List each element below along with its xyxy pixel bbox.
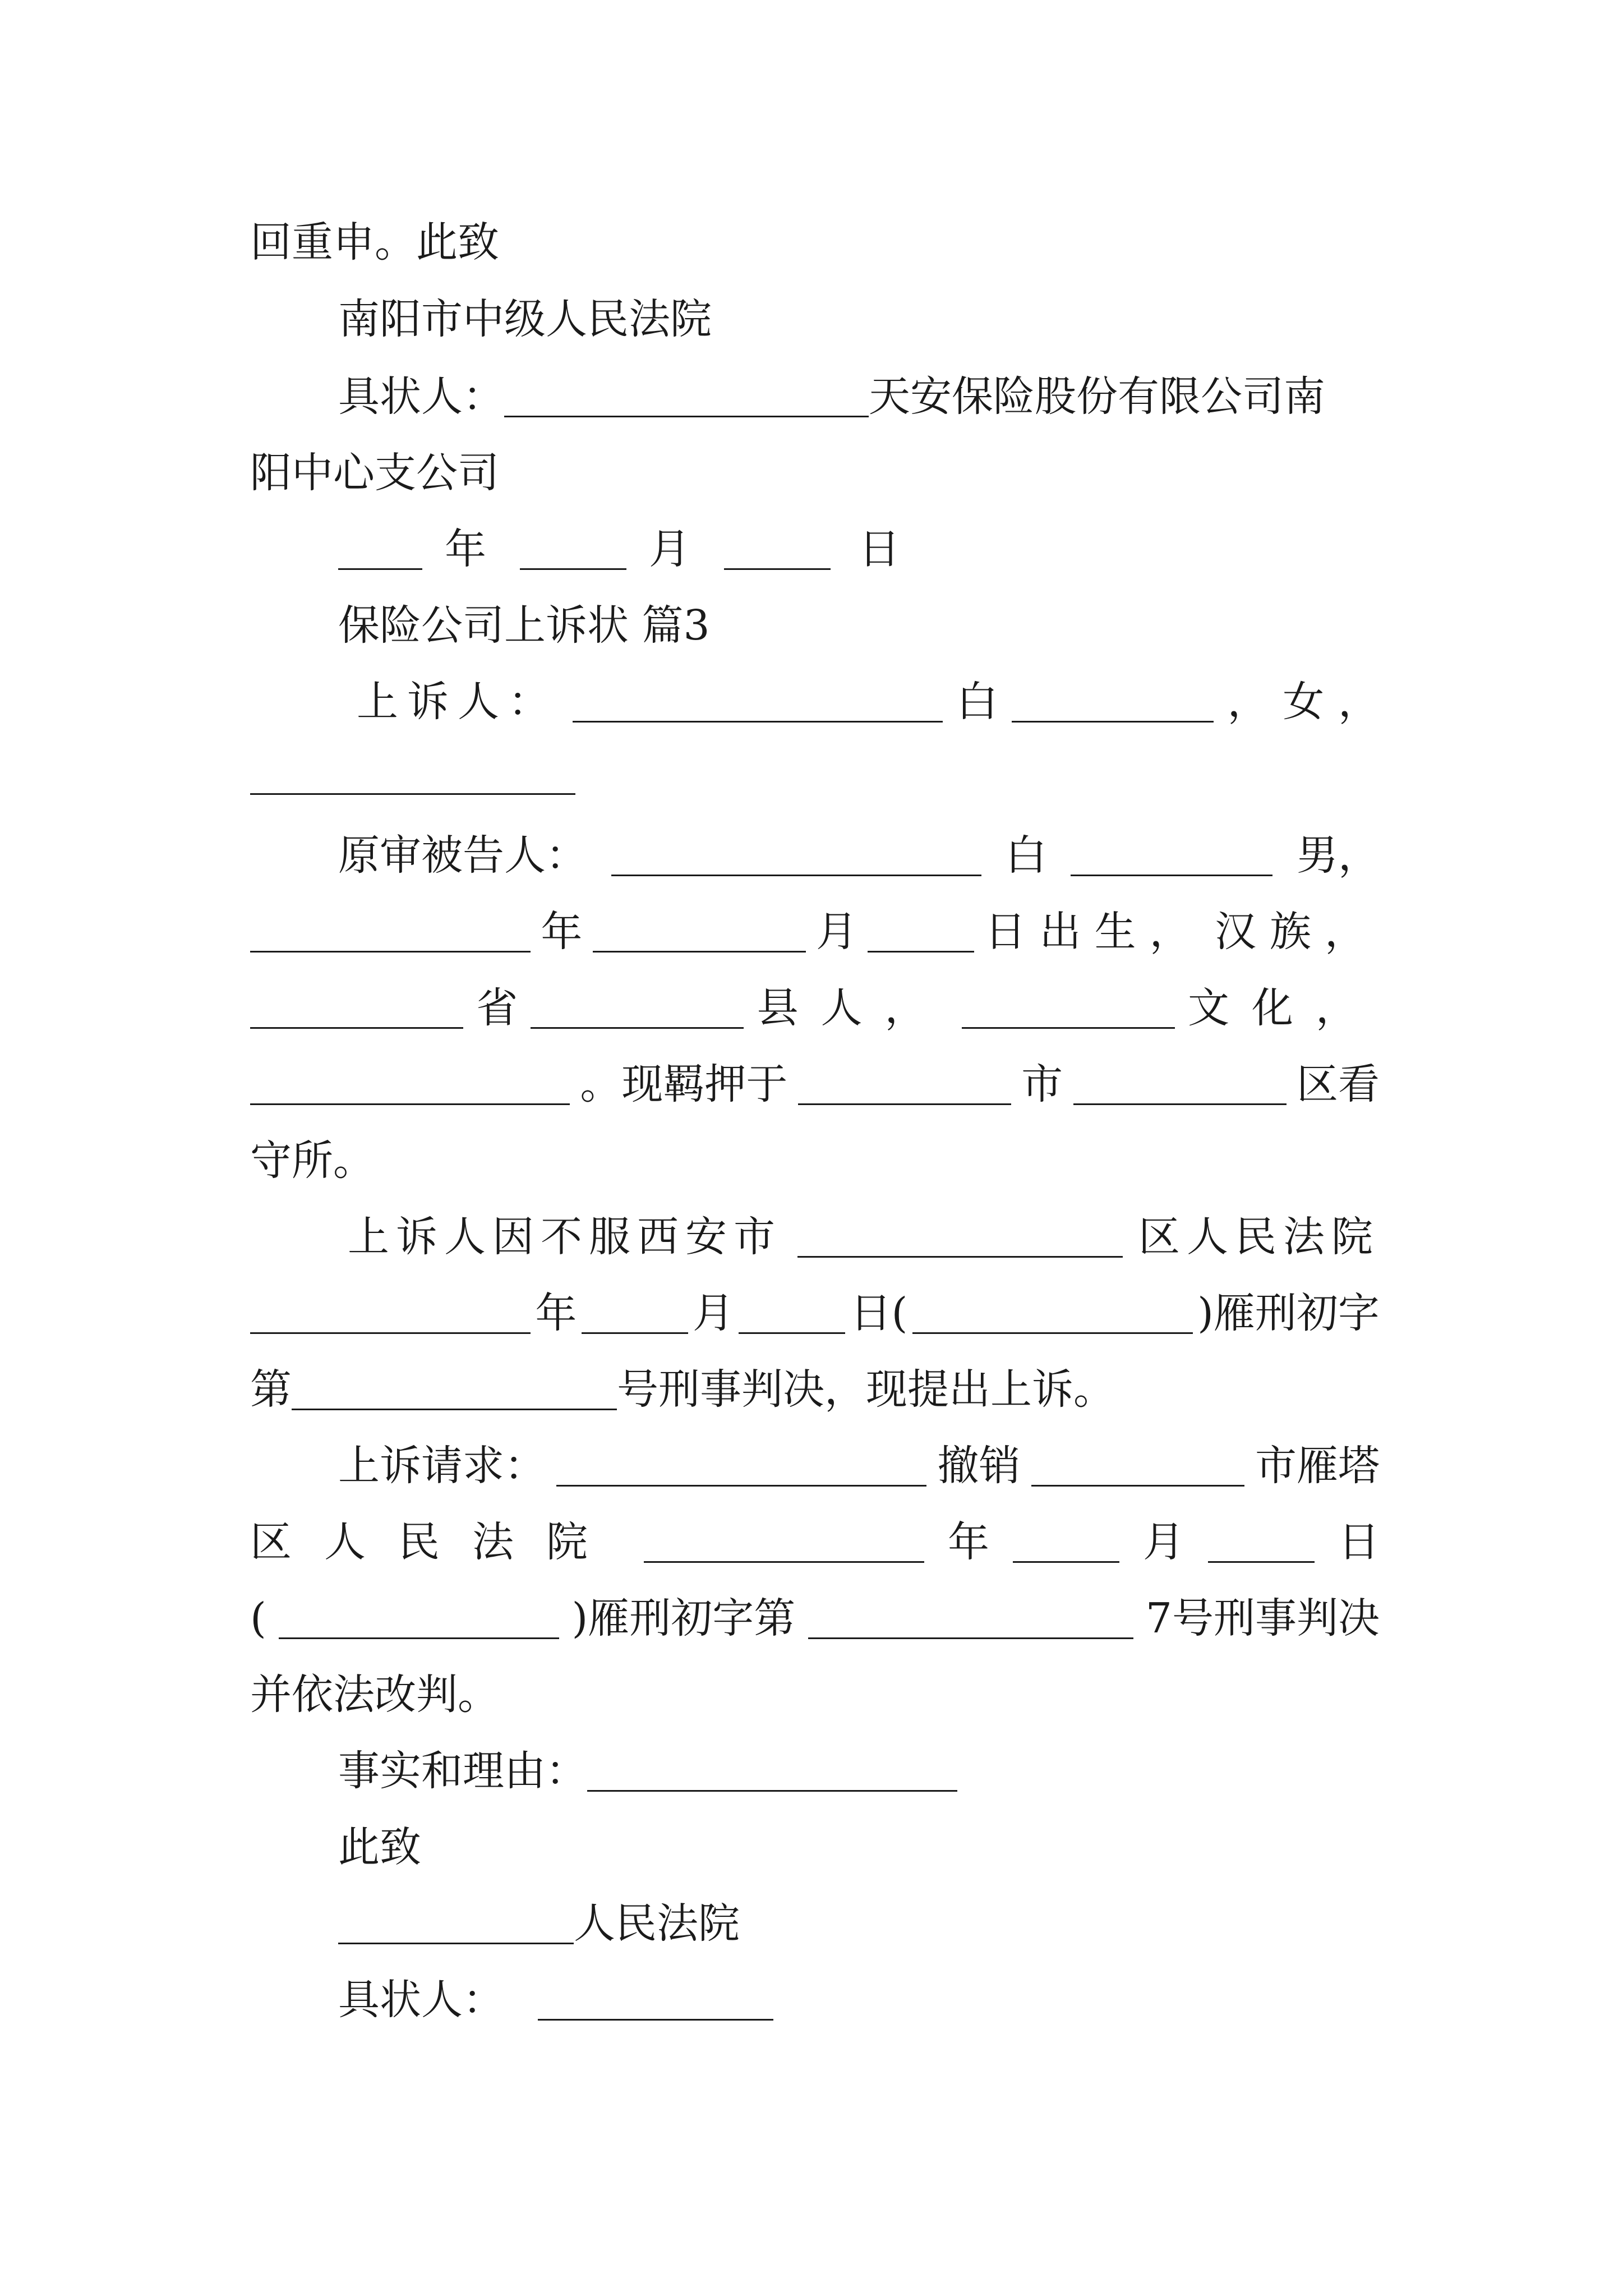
blank-line bbox=[1208, 1526, 1315, 1563]
blank-line bbox=[538, 1984, 773, 2021]
request-court-line: 区人民法院 年 月 日 bbox=[250, 1518, 1380, 1566]
signer-line-2: 具状人： bbox=[338, 1979, 773, 2021]
signer-company-cont: 阳中心支公司 bbox=[250, 449, 499, 497]
blank-line bbox=[868, 916, 974, 953]
blank-line bbox=[250, 1069, 570, 1105]
blank-line bbox=[250, 992, 463, 1029]
blank-line bbox=[644, 1526, 924, 1563]
blank-line bbox=[611, 840, 981, 876]
date-line: 年 月 日 bbox=[338, 528, 900, 570]
defendant-facility: 守所。 bbox=[250, 1137, 375, 1185]
blank-line bbox=[587, 1755, 957, 1792]
blank-line bbox=[582, 1297, 688, 1334]
blank-line bbox=[573, 686, 943, 723]
appeal-date-line: 年 月 日( )雁刑初字 bbox=[250, 1292, 1380, 1334]
defendant-line: 原审被告人： 白 男， bbox=[338, 831, 1380, 880]
blank-line bbox=[724, 533, 831, 570]
blank-line bbox=[250, 916, 531, 953]
blank-line bbox=[292, 1374, 617, 1410]
facts-line: 事实和理由： bbox=[338, 1750, 957, 1792]
blank-line bbox=[1073, 1069, 1287, 1105]
court-line: 人民法院 bbox=[338, 1903, 740, 1944]
blank-line bbox=[1071, 840, 1272, 876]
blank-line bbox=[808, 1603, 1133, 1639]
blank-line bbox=[962, 992, 1175, 1029]
blank-line bbox=[504, 381, 869, 417]
blank-line bbox=[556, 1450, 926, 1487]
blank-line bbox=[912, 1297, 1193, 1334]
blank-line bbox=[797, 1221, 1123, 1258]
request-case-line: ( )雁刑初字第 7号刑事判决 bbox=[250, 1594, 1380, 1642]
court-name: 南阳市中级人民法院 bbox=[338, 295, 712, 343]
blank-line bbox=[250, 1297, 531, 1334]
blank-line bbox=[1012, 686, 1214, 723]
salute-line: 此致 bbox=[338, 1823, 421, 1871]
blank-line bbox=[739, 1297, 845, 1334]
appeal-intro-line: 上诉人因不服西安市 区人民法院 bbox=[348, 1213, 1380, 1261]
signer-line: 具状人： 天安保险股份有限公司南 bbox=[338, 372, 1325, 421]
defendant-detention-line: 。现羁押于 市 区看 bbox=[250, 1064, 1380, 1105]
blank-line bbox=[338, 533, 422, 570]
blank-line bbox=[279, 1603, 559, 1639]
blank-line bbox=[250, 758, 575, 795]
blank-line bbox=[520, 533, 626, 570]
request-line: 上诉请求： 撤销 市雁塔 bbox=[338, 1442, 1380, 1490]
defendant-birth-line: 年 月 日出生， 汉族， bbox=[250, 911, 1380, 953]
blank-line bbox=[593, 916, 806, 953]
blank-line bbox=[1013, 1526, 1119, 1563]
blank-line bbox=[798, 1069, 1011, 1105]
blank-row bbox=[250, 758, 575, 802]
section-heading: 保险公司上诉状 篇3 bbox=[338, 601, 710, 650]
blank-line bbox=[531, 992, 744, 1029]
blank-line bbox=[338, 1908, 574, 1944]
request-end: 并依法改判。 bbox=[250, 1671, 499, 1719]
closing-line: 回重申。此致 bbox=[250, 218, 499, 266]
appeal-case-line: 第 号刑事判决，现提出上诉。 bbox=[250, 1365, 1115, 1414]
appellant-line: 上诉人： 白 ， 女 ， bbox=[357, 678, 1380, 726]
defendant-origin-line: 省 县人， 文化， bbox=[250, 987, 1380, 1029]
blank-line bbox=[1031, 1450, 1244, 1487]
